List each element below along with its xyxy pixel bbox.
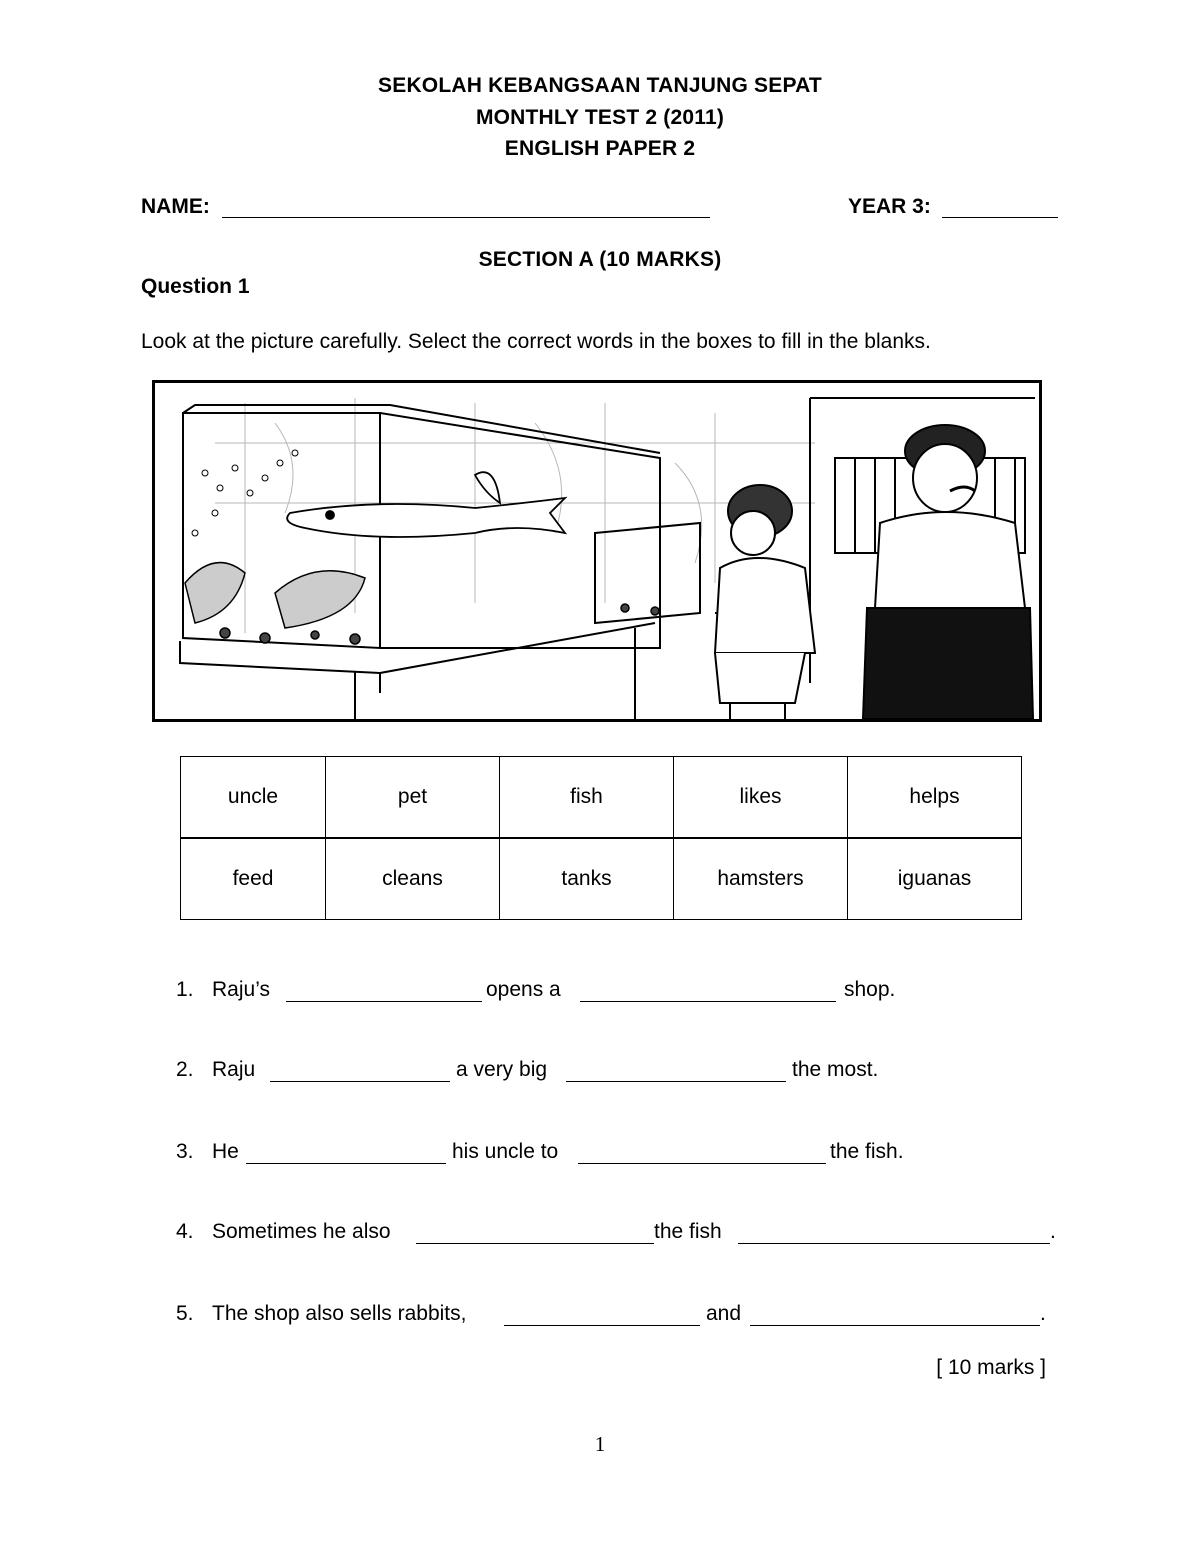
word-cell: feed (181, 838, 326, 920)
paper-title: ENGLISH PAPER 2 (504, 137, 696, 160)
answer-blank[interactable] (246, 1163, 446, 1164)
question-text: Sometimes he also (212, 1220, 391, 1243)
answer-blank[interactable] (738, 1243, 1050, 1244)
word-row (181, 757, 1022, 839)
word-cell: helps (848, 757, 1022, 839)
question-text: a very big (456, 1058, 548, 1081)
answer-blank[interactable] (286, 1001, 482, 1002)
question-number: 2. (176, 1058, 194, 1081)
page-number: 1 (594, 1432, 606, 1456)
word-cell: uncle (181, 757, 326, 839)
question-text: Raju (212, 1058, 256, 1081)
question-number: 4. (176, 1220, 194, 1243)
answer-blank[interactable] (504, 1325, 700, 1326)
word-box (180, 756, 1022, 920)
year-label: YEAR 3: (848, 195, 931, 218)
section-title: SECTION A (10 MARKS) (478, 248, 722, 271)
question-text: Raju’s (212, 978, 270, 1001)
question-text: opens a (486, 978, 561, 1001)
question-text: the fish. (830, 1140, 904, 1163)
name-field[interactable] (222, 217, 710, 218)
word-cell: iguanas (848, 838, 1022, 920)
school-name: SEKOLAH KEBANGSAAN TANJUNG SEPAT (378, 74, 822, 97)
question-text: He (212, 1140, 239, 1163)
question-text: The shop also sells rabbits, (212, 1302, 467, 1325)
question-text: shop. (844, 978, 896, 1001)
word-row (181, 838, 1022, 920)
answer-blank[interactable] (416, 1243, 654, 1244)
year-field[interactable] (942, 217, 1058, 218)
shop-picture (152, 380, 1042, 722)
answer-blank[interactable] (566, 1081, 786, 1082)
answer-blank[interactable] (270, 1081, 450, 1082)
word-cell: cleans (326, 838, 500, 920)
question-text: . (1040, 1302, 1046, 1325)
test-title: MONTHLY TEST 2 (2011) (475, 106, 725, 129)
question-number: 1. (176, 978, 194, 1001)
aquarium-shop-illustration (155, 383, 1039, 719)
word-cell: hamsters (674, 838, 848, 920)
question-text: . (1050, 1220, 1056, 1243)
word-cell: pet (326, 757, 500, 839)
question-text: the fish (654, 1220, 722, 1243)
question-text: and (706, 1302, 742, 1325)
question-number: 3. (176, 1140, 194, 1163)
instruction-text: Look at the picture carefully. Select the correct words in the boxes to fill in the blanks. (141, 330, 931, 353)
question-number: 5. (176, 1302, 194, 1325)
answer-blank[interactable] (750, 1325, 1040, 1326)
marks-label: [ 10 marks ] (936, 1356, 1046, 1379)
word-cell: tanks (500, 838, 674, 920)
word-cell: likes (674, 757, 848, 839)
question-label: Question 1 (141, 275, 250, 298)
answer-blank[interactable] (578, 1163, 826, 1164)
question-text: his uncle to (452, 1140, 559, 1163)
answer-blank[interactable] (580, 1001, 836, 1002)
question-text: the most. (792, 1058, 879, 1081)
word-cell: fish (500, 757, 674, 839)
name-label: NAME: (141, 195, 210, 218)
